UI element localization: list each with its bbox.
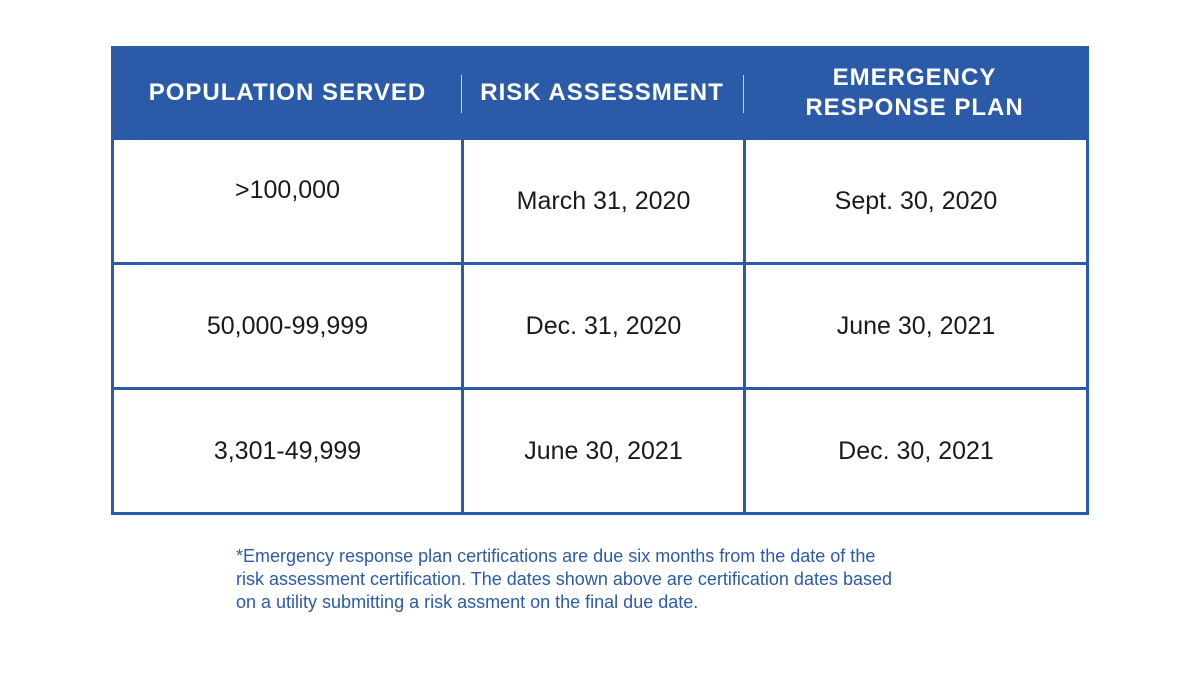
cell-emergency-response-plan: Sept. 30, 2020	[743, 140, 1086, 262]
cell-risk-assessment: Dec. 31, 2020	[461, 265, 743, 387]
footnote-line-1: *Emergency response plan certifications are due six months from the date of the	[236, 546, 876, 566]
header-emergency-response-plan-line1: EMERGENCY	[832, 64, 997, 91]
footnote-line-3: on a utility submitting a risk assment on the final due date.	[236, 592, 699, 612]
cell-emergency-response-plan: Dec. 30, 2021	[743, 390, 1086, 512]
header-emergency-response-plan	[743, 49, 1086, 137]
header-risk-assessment	[461, 49, 743, 137]
header-population-served	[114, 49, 461, 137]
cell-emergency-response-plan: June 30, 2021	[743, 265, 1086, 387]
table-header-row	[114, 49, 1086, 137]
cell-risk-assessment: June 30, 2021	[461, 390, 743, 512]
cell-population: 3,301-49,999	[213, 436, 362, 465]
table-row	[114, 137, 1086, 262]
header-emergency-response-plan-line2: RESPONSE PLAN	[805, 94, 1024, 121]
deadline-table	[111, 46, 1089, 515]
footnote	[236, 545, 1016, 614]
cell-risk-assessment: March 31, 2020	[461, 140, 743, 262]
header-risk-assessment-line1: RISK ASSESSMENT	[480, 79, 724, 106]
footnote-line-2: risk assessment certification. The dates shown above are certification dates based	[236, 569, 893, 589]
table-row	[114, 387, 1086, 512]
table-row	[114, 262, 1086, 387]
header-population-served-line1: POPULATION SERVED	[148, 79, 427, 106]
cell-population: 50,000-99,999	[206, 311, 369, 340]
cell-population: >100,000	[235, 175, 340, 204]
